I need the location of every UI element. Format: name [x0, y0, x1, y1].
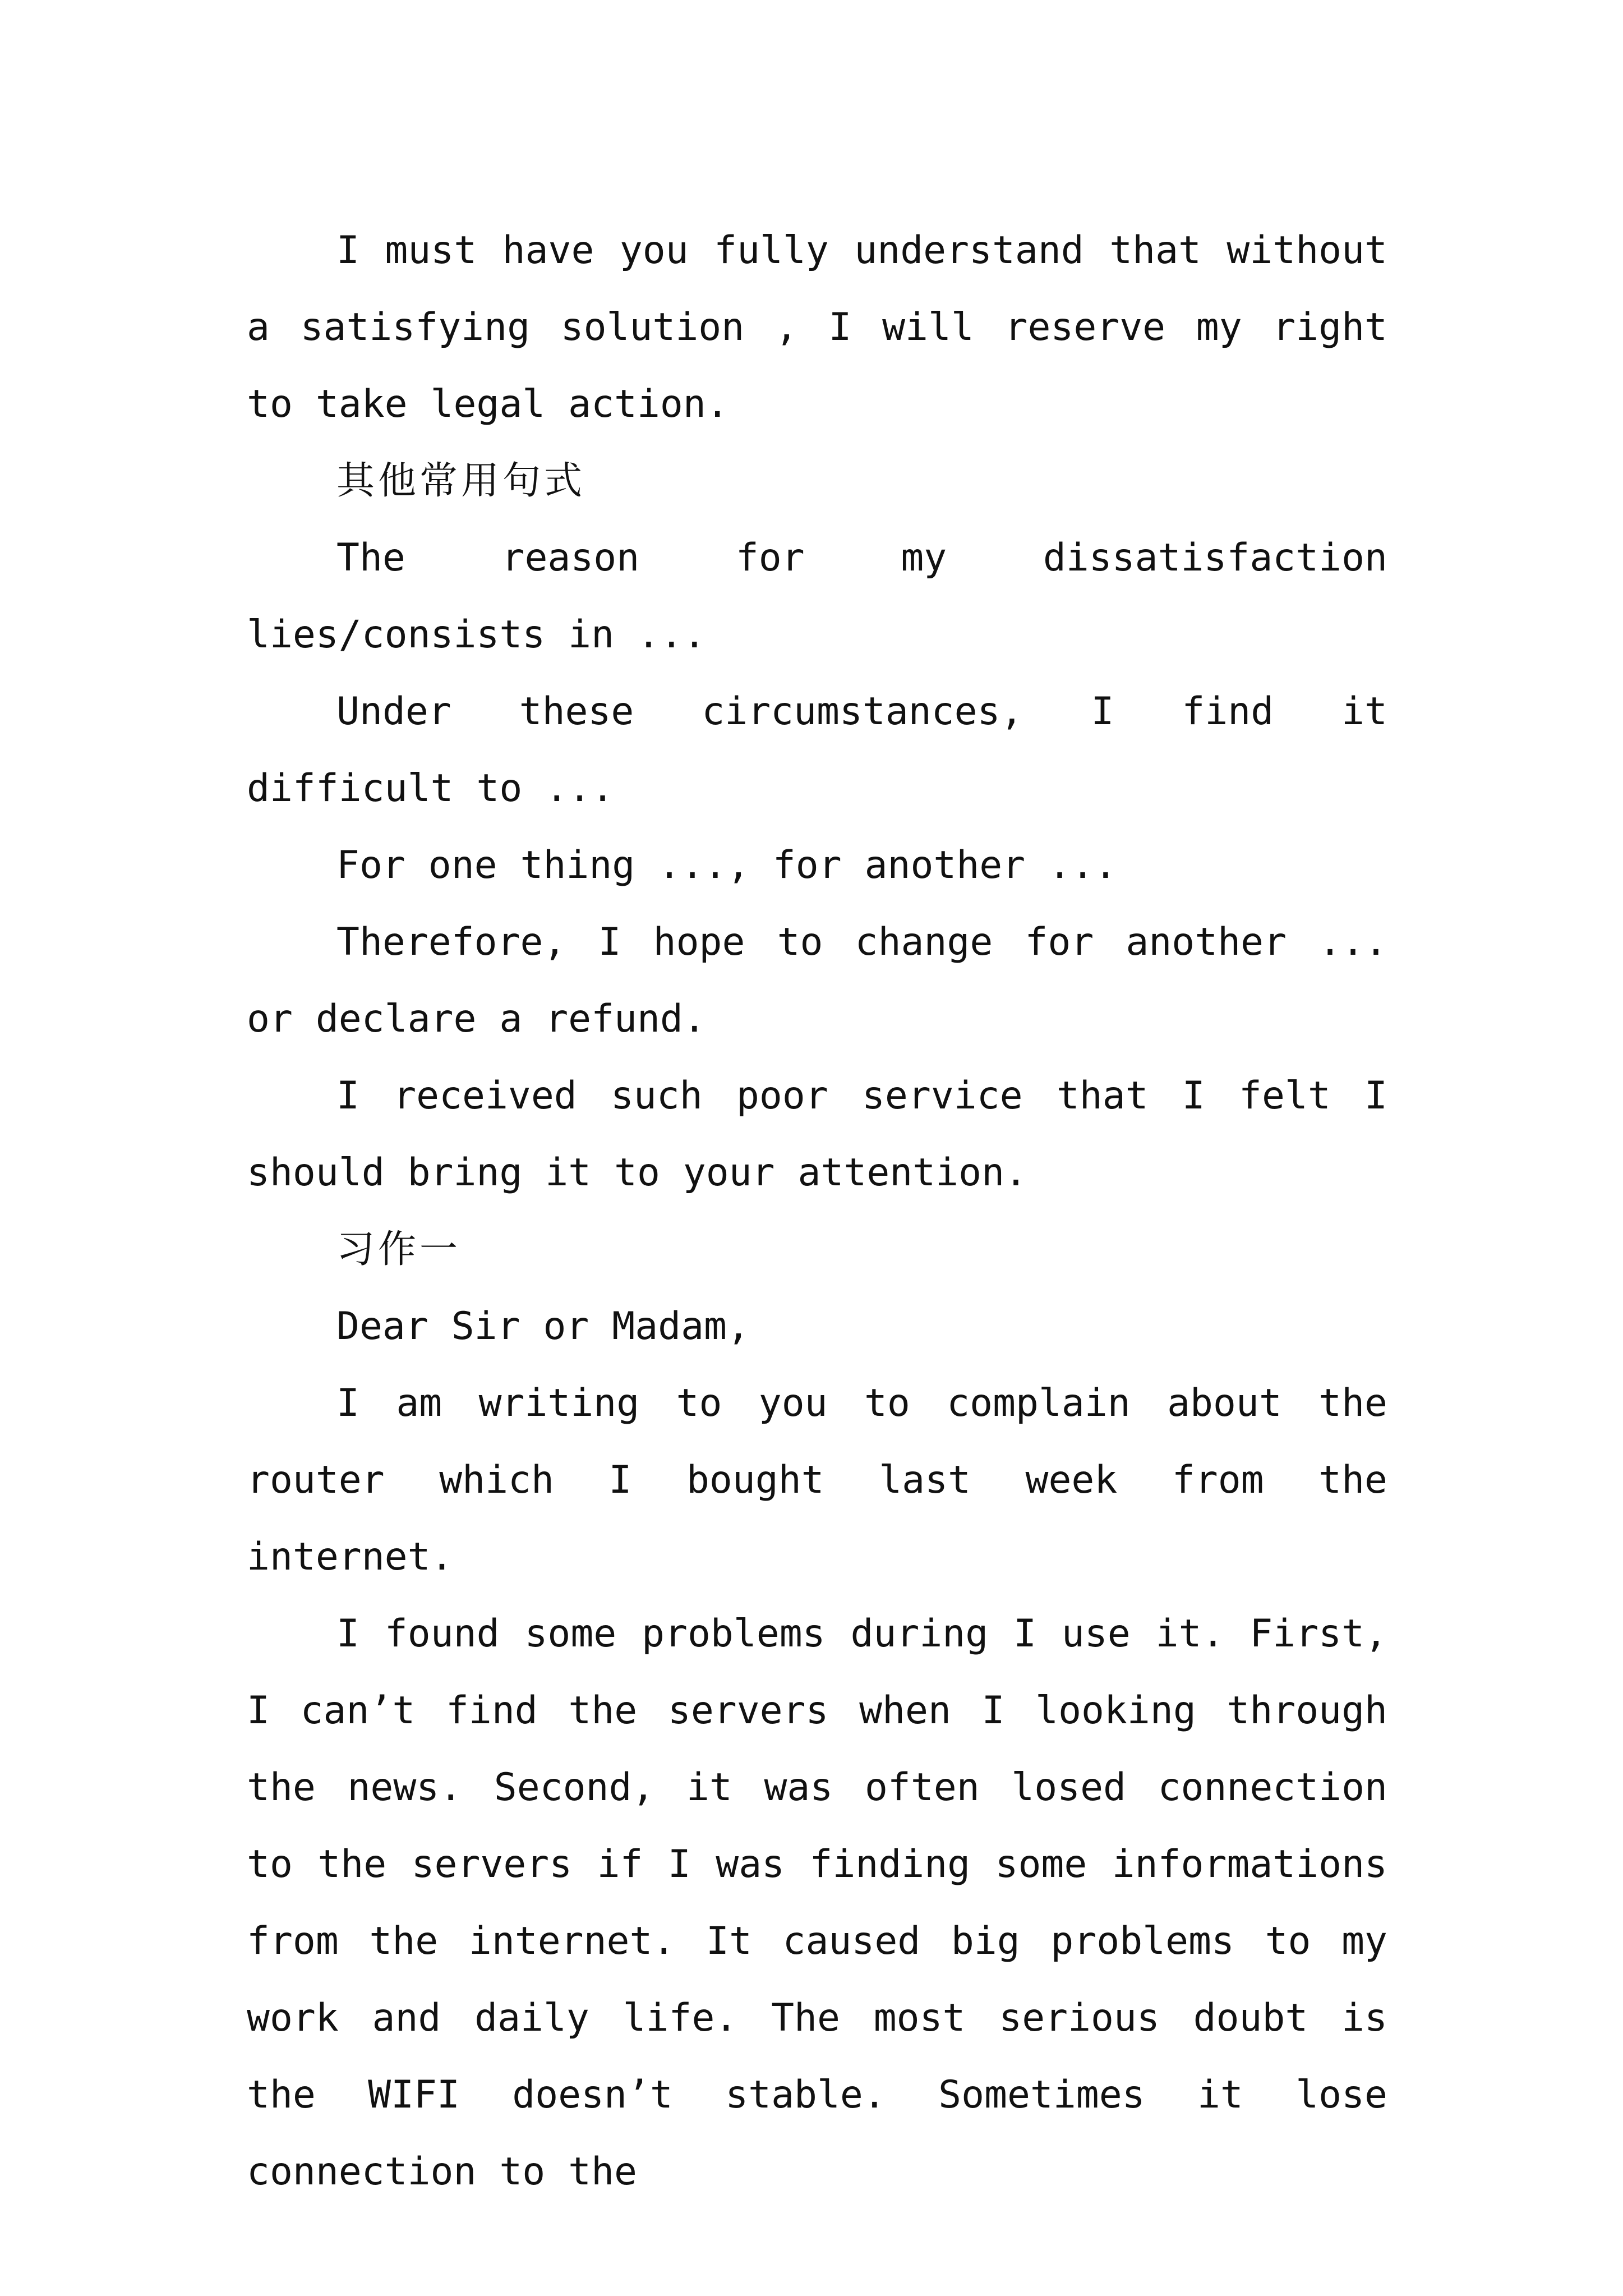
- paragraph-poor-service: I received such poor service that I felt I should bring it to your attention.: [247, 1074, 1387, 1195]
- heading-exercise-one: 习作一: [336, 1227, 462, 1272]
- heading-common-sentence-patterns: 其他常用句式: [336, 459, 586, 503]
- letter-opening-paragraph: I am writing to you to complain about the router which I bought last week from the internet.: [247, 1381, 1387, 1579]
- paragraph-one-thing: For one thing ..., for another ...: [336, 843, 1117, 887]
- paragraph-legal-action: I must have you fully understand that without a satisfying solution , I will reserve my right to take legal action.: [247, 228, 1387, 426]
- letter-problems-paragraph: I found some problems during I use it. First, I can’t find the servers when I looking through the news. Second, it was often losed connection to the servers if I was finding some informations from the internet. It caused big problems to my work and daily life. The most serious doubt is the WIFI doesn’t stable. Sometimes it lose connection to the: [247, 1612, 1387, 2194]
- document-body: [247, 212, 1387, 2210]
- paragraph-reason: The reason for my dissatisfaction lies/consists in ...: [247, 536, 1387, 657]
- paragraph-circumstances: Under these circumstances, I find it difficult to ...: [247, 689, 1387, 811]
- paragraph-therefore: Therefore, I hope to change for another ... or declare a refund.: [247, 920, 1387, 1041]
- letter-salutation: Dear Sir or Madam,: [336, 1304, 750, 1349]
